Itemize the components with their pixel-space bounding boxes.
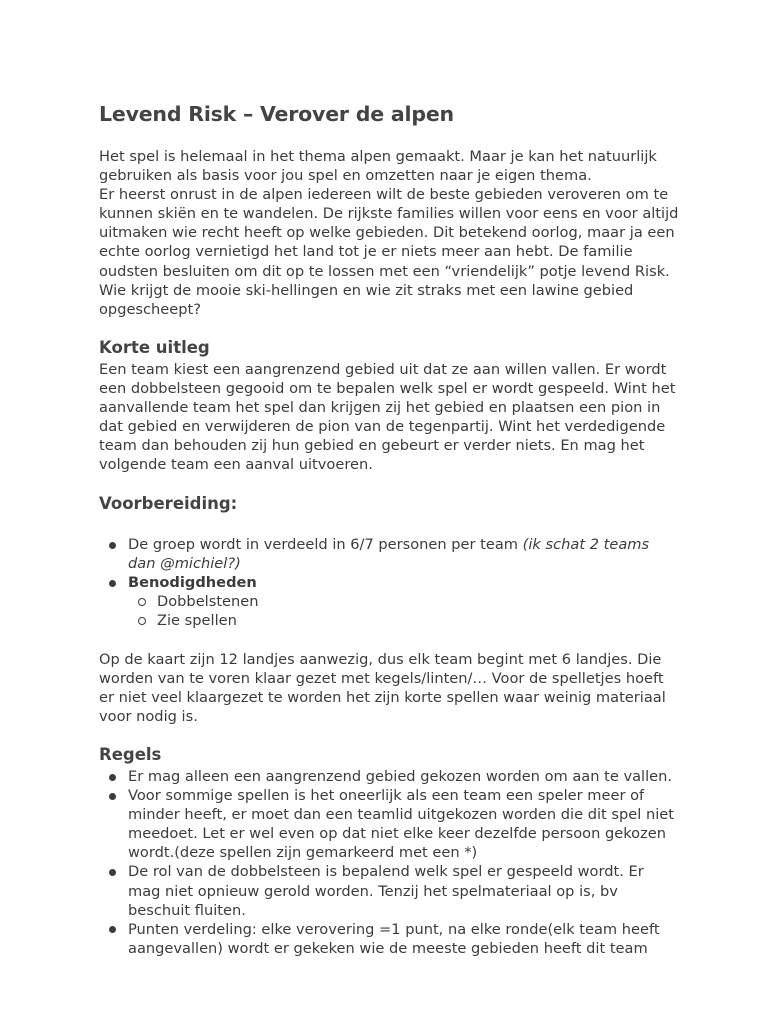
circle-bullet-icon [138, 598, 146, 606]
circle-bullet-icon [138, 617, 146, 625]
bullet-icon [109, 774, 116, 781]
kaart-paragraph: Op de kaart zijn 12 landjes aanwezig, dus elk team begint met 6 landjes. Die worden van te voren klaar gezet met kegels/linten/… Voor de spelletjes hoeft er niet veel klaargezet te worden het zijn korte spellen waar weinig materiaal voor nodig is. [99, 651, 666, 726]
list-item [99, 573, 679, 630]
section-heading-regels: Regels [99, 745, 162, 764]
bullet-icon [109, 793, 116, 800]
korte-uitleg-paragraph: Een team kiest een aangrenzend gebied uit dat ze aan willen vallen. Er wordt een dobbelsteen gegooid om te bepalen welk spel er wordt gespeeld. Wint het aanvallende team het spel dan krijgen zij het gebied en plaatsen een pion in dat gebied en verwijderen de pion van de tegenpartij. Wint het verdedigende team dan behouden zij hun gebied en gebeurt er verder niets. En mag het volgende team een aanval uitvoeren. [99, 361, 676, 474]
list-item [99, 535, 679, 573]
intro-text: Het spel is helemaal in het thema alpen gemaakt. Maar je kan het natuurlijk gebruiken als basis voor jou spel en omzetten naar je eigen thema. Er heerst onrust in de alpen iedereen wilt de beste gebieden veroveren om te kunnen skiën en te wandelen. De rijkste families willen voor eens en voor altijd uitmaken wie recht heeft op welke gebieden. Dit betekend oorlog, maar ja een echte oorlog vernietigd het land tot je er niets meer aan hebt. De familie oudsten besluiten om dit op te lossen met een “vriendelijk” potje levend Risk. Wie krijgt de mooie ski-hellingen en wie zit straks met een lawine gebied opgescheept? [99, 148, 679, 318]
list-item [99, 767, 679, 786]
bullet-icon [109, 580, 116, 587]
section-heading-voorbereiding: Voorbereiding: [99, 494, 238, 513]
document-title: Levend Risk – Verover de alpen [99, 102, 454, 126]
bullet-icon [109, 869, 116, 876]
list-item-note: (ik schat 2 teams dan @michiel?) [128, 536, 650, 573]
list-item-text: De rol van de dobbelsteen is bepalend welk spel er gespeeld wordt. Er mag niet opnieuw gerold worden. Tenzij het spelmateriaal op is, bv beschuit fluiten. [128, 863, 644, 919]
benodigdheden-sublist [128, 592, 679, 630]
list-item-text: Er mag alleen een aangrenzend gebied gekozen worden om aan te vallen. [128, 768, 673, 785]
regels-list [99, 767, 679, 958]
list-item [99, 920, 679, 958]
list-item [99, 862, 679, 919]
bullet-icon [109, 926, 116, 933]
list-item-text: Voor sommige spellen is het oneerlijk als een team een speler meer of minder heeft, er moet dan een teamlid uitgekozen worden die dit spel niet meedoet. Let er wel even op dat niet elke keer dezelfde persoon gekozen wordt.(deze spellen zijn gemarkeerd met een *) [128, 787, 674, 862]
voorbereiding-list [99, 535, 679, 630]
sub-list-item-text: Zie spellen [157, 612, 237, 630]
sub-list-item [128, 592, 679, 611]
intro-paragraph [99, 147, 679, 319]
sub-list-item [128, 611, 679, 630]
list-item [99, 786, 679, 862]
list-item-text: De groep wordt in verdeeld in 6/7 personen per team [128, 536, 523, 553]
list-item-label: Benodigdheden [128, 574, 257, 592]
bullet-icon [109, 542, 116, 549]
list-item-text: Punten verdeling: elke verovering =1 punt, na elke ronde(elk team heeft aangevallen) wordt er gekeken wie de meeste gebieden heeft dit team [128, 920, 660, 957]
sub-list-item-text: Dobbelstenen [157, 593, 259, 611]
section-heading-korte-uitleg: Korte uitleg [99, 338, 210, 357]
